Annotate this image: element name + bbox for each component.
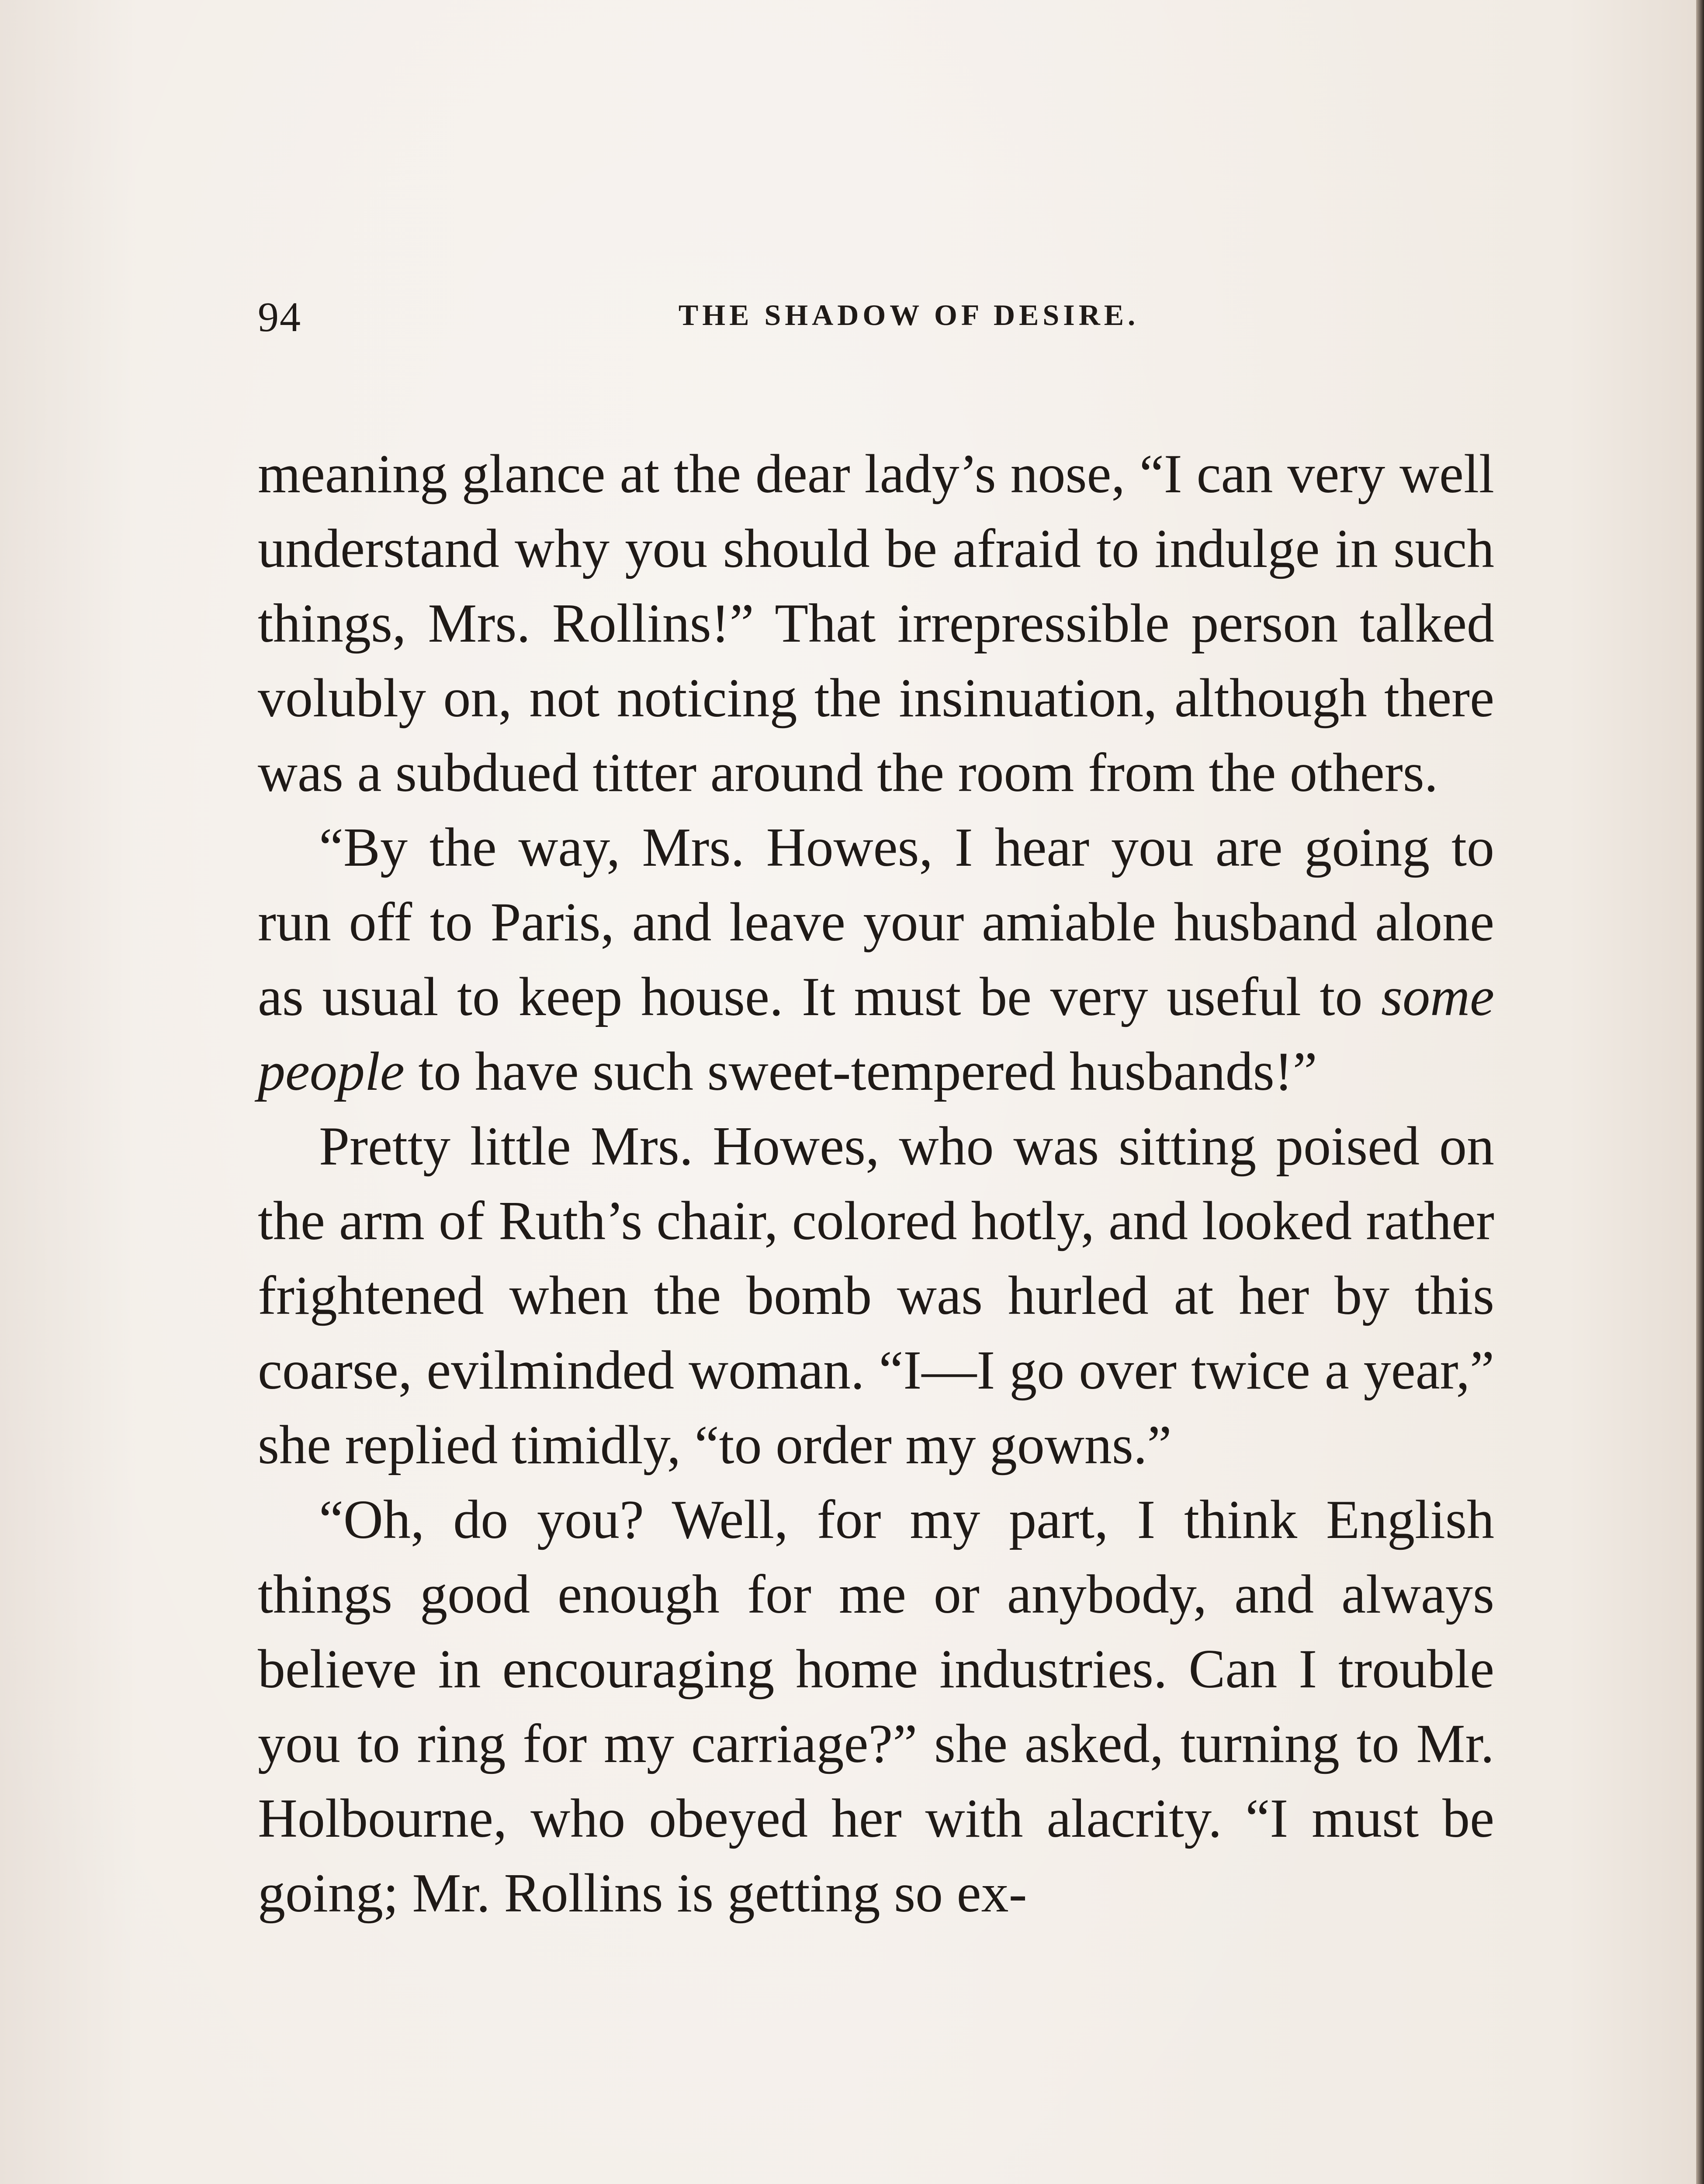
page-edge xyxy=(1696,0,1704,2184)
page-header xyxy=(258,293,1494,349)
page-number: 94 xyxy=(258,294,301,340)
paragraph-2: “By the way, Mrs. Howes, I hear you are going to run off to Paris, and leave your amiable husband alone as usual to keep house. It must be very useful to some people to have such sweet-tempered husbands!” xyxy=(258,817,1494,1102)
running-title: THE SHADOW OF DESIRE. xyxy=(678,298,1139,332)
paragraph-1: meaning glance at the dear lady’s nose, “I can very well understand why you should be afraid to indulge in such things, Mrs. Rollins!” That irrepressible person talked volubly on, not noticing the insinuation, although there was a subdued titter around the room from the others. xyxy=(258,444,1494,803)
paragraph-4: “Oh, do you? Well, for my part, I think English things good enough for me or anybody, and always believe in encouraging home industries. Can I trouble you to ring for my carriage?” she asked, turning to Mr. Holbourne, who obeyed her with alacrity. “I must be going; Mr. Rollins is getting so ex- xyxy=(258,1489,1494,1924)
body-text xyxy=(258,437,1494,1931)
paragraph-3: Pretty little Mrs. Howes, who was sitting poised on the arm of Ruth’s chair, colored hotly, and looked rather frightened when the bomb was hurled at her by this coarse, evilminded woman. “I—I go over twice a year,” she replied timidly, “to order my gowns.” xyxy=(258,1116,1494,1476)
emphasis-text: some people xyxy=(258,967,1494,1102)
